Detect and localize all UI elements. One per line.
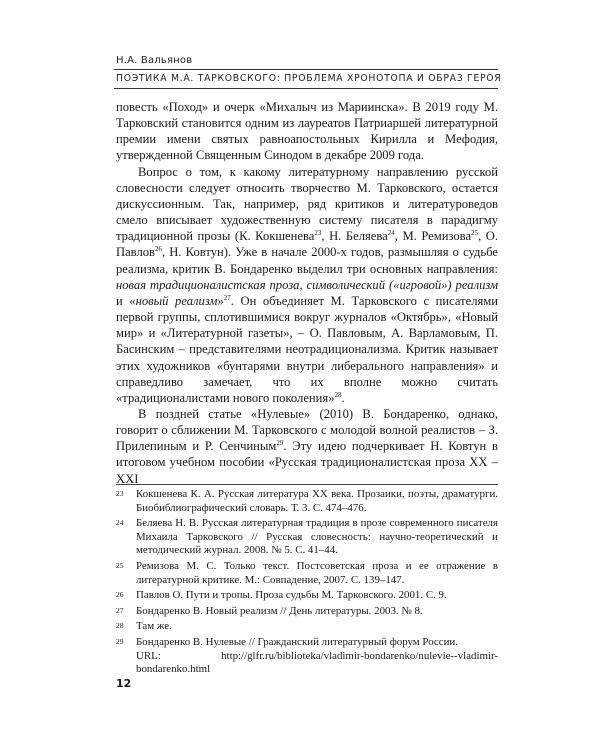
footnote-number: 23 — [116, 489, 124, 498]
url-link-continuation[interactable]: bondarenko.html — [136, 663, 211, 676]
text: , О. Павлов — [116, 229, 499, 260]
footnote-25 — [116, 560, 498, 587]
text: . — [341, 390, 345, 405]
paragraph-1: повесть «Поход» и очерк «Михалыч из Мариинска». В 2019 году М. Тарковский становится одним из лауреатов Патриаршей литературной премии имени святых равноапостольных Кирилла и Мефодия, утвержденной Священным Синодом в декабре 2009 года. — [116, 100, 498, 163]
footnote-24 — [116, 517, 498, 558]
footnote-ref-29: 29 — [276, 439, 284, 448]
footnote-text: Кокшенева К. А. Русская литература XX века. Прозаики, поэты, драматурги. Биобиблиографический словарь. Т. 3. С. 474–476. — [136, 488, 498, 514]
footnote-divider — [116, 484, 498, 485]
footnote-number: 24 — [116, 518, 124, 528]
footnote-28 — [116, 620, 498, 634]
footnote-ref-28: 28 — [334, 390, 342, 399]
running-header-title: ПОЭТИКА М.А. ТАРКОВСКОГО: ПРОБЛЕМА ХРОНОТОПА И ОБРАЗ ГЕРОЯ — [116, 73, 502, 84]
header-rule-top — [114, 69, 498, 70]
footnote-number: 25 — [116, 560, 124, 570]
paragraph-3 — [116, 406, 498, 487]
footnote-ref-25: 25 — [471, 229, 479, 238]
paragraph-2 — [116, 164, 498, 406]
url-label: URL: — [136, 649, 161, 662]
footnote-number: 28 — [116, 621, 124, 631]
page-number: 12 — [116, 677, 132, 690]
footnote-text: Павлов О. Пути и тропы. Проза судьбы М. Тарковского. 2001. С. 9. — [136, 589, 447, 602]
footnote-text: Бондаренко В. Нулевые // Гражданский литературный форум России. — [136, 635, 458, 648]
footnote-number: 26 — [116, 590, 124, 600]
footnote-29 — [116, 636, 498, 677]
text: , Н. Ковтун). Уже в начале 2000-х годов, размышляя о судьбе реализма, критик В. Бондаренко выделил три основных направления: — [116, 245, 498, 276]
italic-text: новая традиционалистская проза, символический («игровой») реализм — [116, 277, 498, 292]
main-text — [116, 99, 498, 487]
text: Вопрос о том, к какому литературному направлению русской словесности следует относить творчество М. Тарковского, остается дискуссионным. Так, например, ряд критиков и литературоведов смело вписывает художественную систему писателя в парадигму традиционной прозы (К. Кокшенева — [116, 164, 498, 244]
footnote-ref-26: 26 — [155, 245, 162, 254]
text: В поздней статье «Нулевые» (2010) В. Бондаренко, однако, говорит о сближении М. Тарковского с молодой волной реалистов – З. Прилепиным и Р. Сенчиным — [116, 406, 498, 454]
running-header-author: Н.А. Вальянов — [116, 55, 193, 66]
footnote-text: Там же. — [136, 620, 172, 633]
footnote-ref-23: 23 — [314, 229, 322, 238]
footnote-number: 29 — [116, 636, 124, 646]
text: и « — [116, 293, 136, 308]
footnote-ref-24: 24 — [387, 229, 395, 238]
footnote-27 — [116, 605, 498, 619]
text: » — [217, 293, 224, 308]
footnote-23 — [116, 488, 498, 515]
text: , М. Ремизова — [394, 229, 472, 244]
footnote-url-line — [136, 650, 498, 664]
text: . Он объединяет М. Тарковского с писателями первой группы, сплотившимися вокруг журналов «Октябрь», «Новый мир» и «Литературной газеты», – О. Павловым, А. Варламовым, П. Басинским – представителями неотрадиционализма. Критик называет этих художников «бунтарями внутри либерального направления» и справедливо замечает, что их вполне можно считать «традиционалистами нового поколения» — [116, 293, 498, 405]
footnote-text: Ремизова М. С. Только текст. Постсоветская проза и ее отражение в литературной критике. М.: Совпадение, 2007. С. 139–147. — [136, 559, 498, 586]
text: . Эту идею подчеркивает Н. Ковтун в итоговом учебном пособии «Русская традиционалистская проза XX – XXI — [116, 439, 498, 486]
url-link[interactable]: http://glfr.ru/biblioteka/vladimir-bondarenko/nulevie--vladimir- — [221, 649, 498, 662]
footnote-text: Беляева Н. В. Русская литературная традиция в прозе современного писателя Михаила Тарковского // Русская словесность: научно-теоретический и методический журнал. 2008. № 5. С. 41–44. — [136, 517, 498, 557]
header-rule-bottom — [114, 88, 498, 89]
footnotes — [116, 488, 498, 679]
italic-text: новый реализм — [135, 293, 218, 308]
footnote-ref-27: 27 — [223, 293, 231, 302]
text: , Н. Беляева — [321, 229, 388, 244]
footnote-26 — [116, 589, 498, 603]
footnote-number: 27 — [116, 605, 124, 615]
footnote-text: Бондаренко В. Новый реализм // День литературы. 2003. № 8. — [136, 604, 423, 617]
